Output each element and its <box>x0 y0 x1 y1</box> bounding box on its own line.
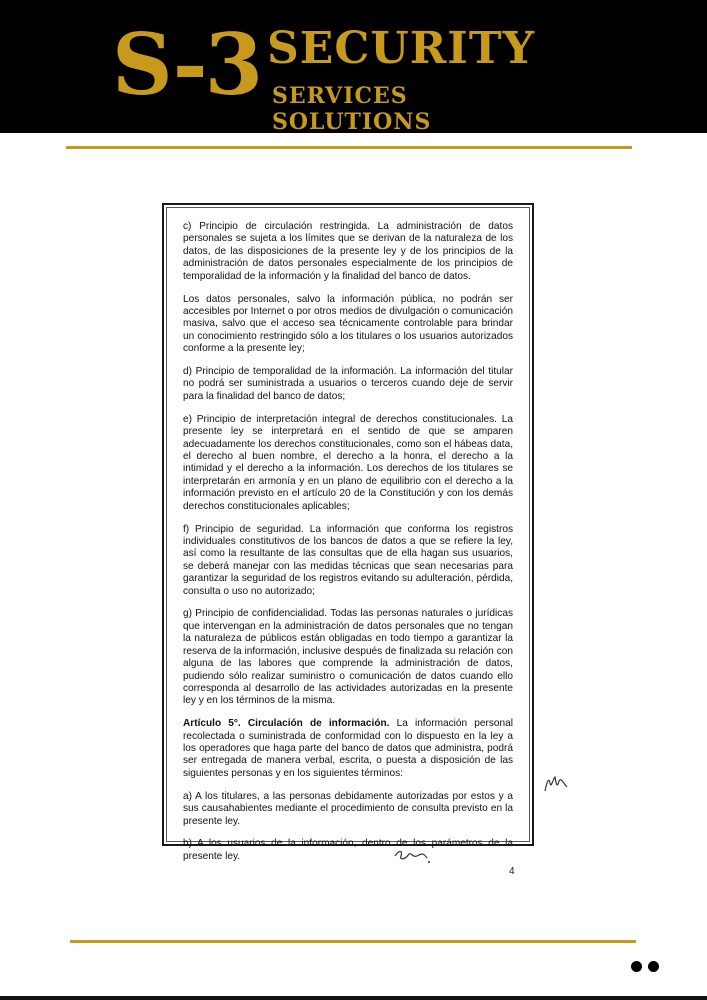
company-logo <box>112 15 572 135</box>
bottom-signature <box>393 846 433 866</box>
paragraph-e: e) Principio de interpretación integral de derechos constitucionales. La presente ley se interpretará en el sentido de que se amparen adecuadamente los derechos constitucionales, como son el hábeas data, el derecho al buen nombre, el derecho a la honra, el derecho a la intimidad y el derecho a la información. Los derechos de los titulares se interpretarán en armonía y en un plano de equilibrio con el derecho a la información previsto en el artículo 20 de la Constitución y con los demás derechos constitucionales aplicables; <box>183 413 513 512</box>
paragraph-g: g) Principio de confidencialidad. Todas las personas naturales o jurídicas que intervengan en la administración de datos personales que no tengan la naturaleza de públicos están obligadas en todo tiempo a garantizar la reserva de la información, inclusive después de finalizada su relación con alguna de las labores que comprende la administración de datos, pudiendo sólo realizar suministro o comunicación de datos cuando ello corresponda al desarrollo de las actividades autorizadas en la presente ley y en los términos de la misma. <box>183 608 513 707</box>
paragraph-c-continued: Los datos personales, salvo la información pública, no podrán ser accesibles por Internet o por otros medios de divulgación o comunicación masiva, salvo que el acceso sea técnicamente controlable para brindar un conocimiento restringido sólo a los titulares o los usuarios autorizados conforme a la presente ley; <box>183 293 513 355</box>
dot-2 <box>648 961 659 972</box>
article-5-body: La información personal recolectada o suministrada de conformidad con lo dispuesto en la ley a los operadores que haga parte del banco de datos que administra, podrá ser entregada de manera verbal, escrita, o puesta a disposición de las siguientes personas y en los siguientes términos: <box>183 718 513 779</box>
paragraph-d: d) Principio de temporalidad de la información. La información del titular no podrá ser suministrada a usuarios o terceros cuando deje de servir para la finalidad del banco de datos; <box>183 366 513 402</box>
logo-services: SERVICES SOLUTIONS <box>272 83 432 135</box>
document-body <box>183 221 513 874</box>
article-5 <box>183 718 513 780</box>
item-b: b) A los usuarios de la información, dentro de los parámetros de la presente ley. <box>183 838 513 862</box>
item-a: a) A los titulares, a las personas debidamente autorizadas por estos y a sus causahabientes mediante el procedimiento de consulta previsto en la presente ley. <box>183 790 513 827</box>
logo-security: SECURITY <box>267 23 536 74</box>
logo-s3: S-3 <box>112 15 261 114</box>
top-gold-rule <box>66 146 632 149</box>
header-banner <box>0 0 707 133</box>
margin-initials-signature <box>543 773 569 795</box>
paragraph-c: c) Principio de circulación restringida. La administración de datos personales se sujeta a los límites que se derivan de la naturaleza de los datos, de las disposiciones de la presente ley y de los principios de la administración de datos personales especialmente de los principios de temporalidad de la información y la finalidad del banco de datos. <box>183 221 513 282</box>
page-dots <box>631 959 665 977</box>
paragraph-f: f) Principio de seguridad. La información que conforma los registros individuales constitutivos de los bancos de datos a que se refiere la ley, así como la resultante de las consultas que de ella hagan sus usuarios, se deberá manejar con las medidas técnicas que sean necesarias para garantizar la seguridad de los registros evitando su adulteración, pérdida, consulta o uso no autorizado; <box>183 523 513 597</box>
bottom-gold-rule <box>70 940 636 943</box>
article-5-heading: Artículo 5°. Circulación de información. <box>183 718 390 730</box>
dot-1 <box>631 961 642 972</box>
page-number: 4 <box>509 866 515 877</box>
bottom-border <box>0 996 707 1000</box>
